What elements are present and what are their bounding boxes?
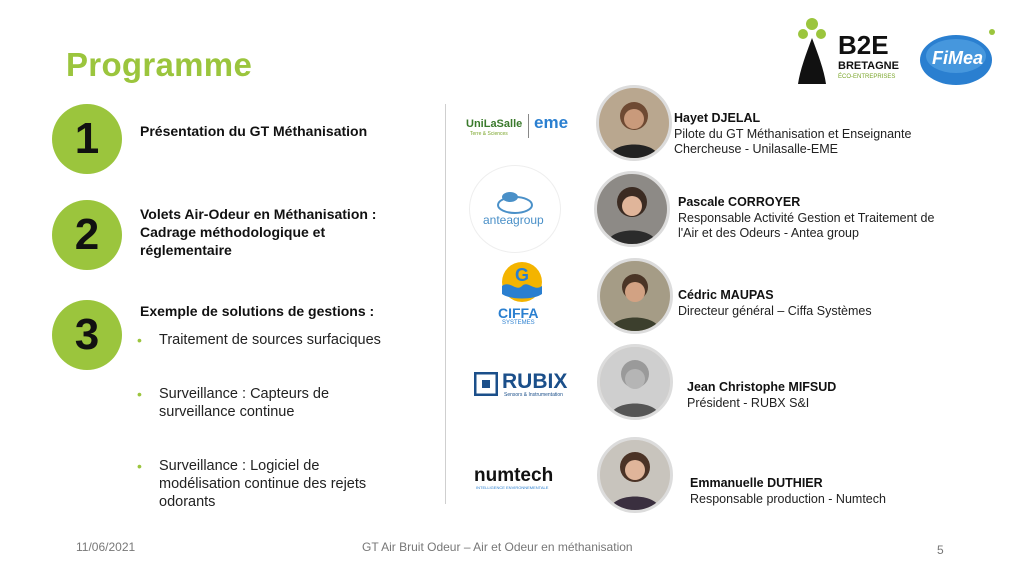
program-item-2-title: Volets Air-Odeur en Méthanisation : Cadrage méthodologique et réglementaire <box>140 206 377 258</box>
person-icon <box>600 261 670 331</box>
b2e-logo-tagline: ÉCO-ENTREPRISES <box>838 74 896 80</box>
svg-text:G: G <box>514 265 530 285</box>
person-icon <box>599 88 669 158</box>
person-icon <box>600 440 670 510</box>
speaker-photo-1 <box>596 85 672 161</box>
speaker-info-4: Jean Christophe MIFSUD Président - RUBX S&I <box>687 380 837 410</box>
bullet-item: • Surveillance : Logiciel de modélisation continue des rejets odorants <box>137 457 427 511</box>
bullet-item: • Traitement de sources surfaciques <box>137 331 427 349</box>
speaker-name: Jean Christophe MIFSUD <box>687 380 837 394</box>
ciffa-wave-icon <box>500 260 544 304</box>
program-number-1: 1 <box>52 104 122 174</box>
speaker-info-3: Cédric MAUPAS Directeur général – Ciffa Systèmes <box>678 288 872 318</box>
b2e-bretagne-logo <box>790 14 910 92</box>
antea-symbol-icon <box>495 189 535 215</box>
vertical-divider <box>445 104 446 504</box>
speaker-name: Pascale CORROYER <box>678 195 801 209</box>
slide-title: Programme <box>66 46 253 83</box>
rubix-square-icon <box>474 372 498 396</box>
speaker-info-1: Hayet DJELAL Pilote du GT Méthanisation et Enseignante Chercheuse - Unilasalle-EME <box>674 111 912 156</box>
speaker-photo-3 <box>597 258 673 334</box>
speaker-photo-5 <box>597 437 673 513</box>
fimea-logo-text: FiMea <box>932 48 984 68</box>
ciffa-systemes-logo: G CIFFA SYSTEMES <box>496 260 550 330</box>
footer-date: 11/06/2021 <box>76 540 136 554</box>
speaker-photo-2 <box>594 171 670 247</box>
program-number-3: 3 <box>52 300 122 370</box>
speaker-info-5: Emmanuelle DUTHIER Responsable production - Numtech <box>690 476 886 506</box>
program-item-1-title: Présentation du GT Méthanisation <box>140 123 368 139</box>
b2e-logo-text: B2E <box>838 30 889 60</box>
speaker-name: Hayet DJELAL <box>674 111 761 125</box>
speaker-name: Emmanuelle DUTHIER <box>690 476 823 490</box>
ermine-icon <box>790 14 834 90</box>
person-icon <box>600 347 670 417</box>
fimea-logo <box>918 26 1000 88</box>
numtech-logo: numtech INTELLIGENCE ENVIRONNEMENTALE <box>474 465 554 490</box>
speaker-name: Cédric MAUPAS <box>678 288 774 302</box>
program-item-3-bullets <box>137 331 427 511</box>
program-number-2: 2 <box>52 200 122 270</box>
person-icon <box>597 174 667 244</box>
bullet-item: • Surveillance : Capteurs de surveillance continue <box>137 385 427 421</box>
footer-title: GT Air Bruit Odeur – Air et Odeur en méthanisation <box>362 540 633 554</box>
b2e-logo-subtext: BRETAGNE <box>838 60 899 72</box>
speaker-photo-4 <box>597 344 673 420</box>
page-number: 5 <box>937 543 944 557</box>
speaker-info-2: Pascale CORROYER Responsable Activité Gestion et Traitement de l'Air et des Odeurs - Antea group <box>678 195 935 240</box>
unilasalle-eme-logo: UniLaSalle Terre & Sciences eme <box>466 113 569 137</box>
rubix-logo: RUBIX Sensors & Instrumentation <box>474 370 574 400</box>
anteagroup-logo: anteagroup <box>469 165 561 253</box>
program-item-3-title: Exemple de solutions de gestions : <box>140 303 375 319</box>
